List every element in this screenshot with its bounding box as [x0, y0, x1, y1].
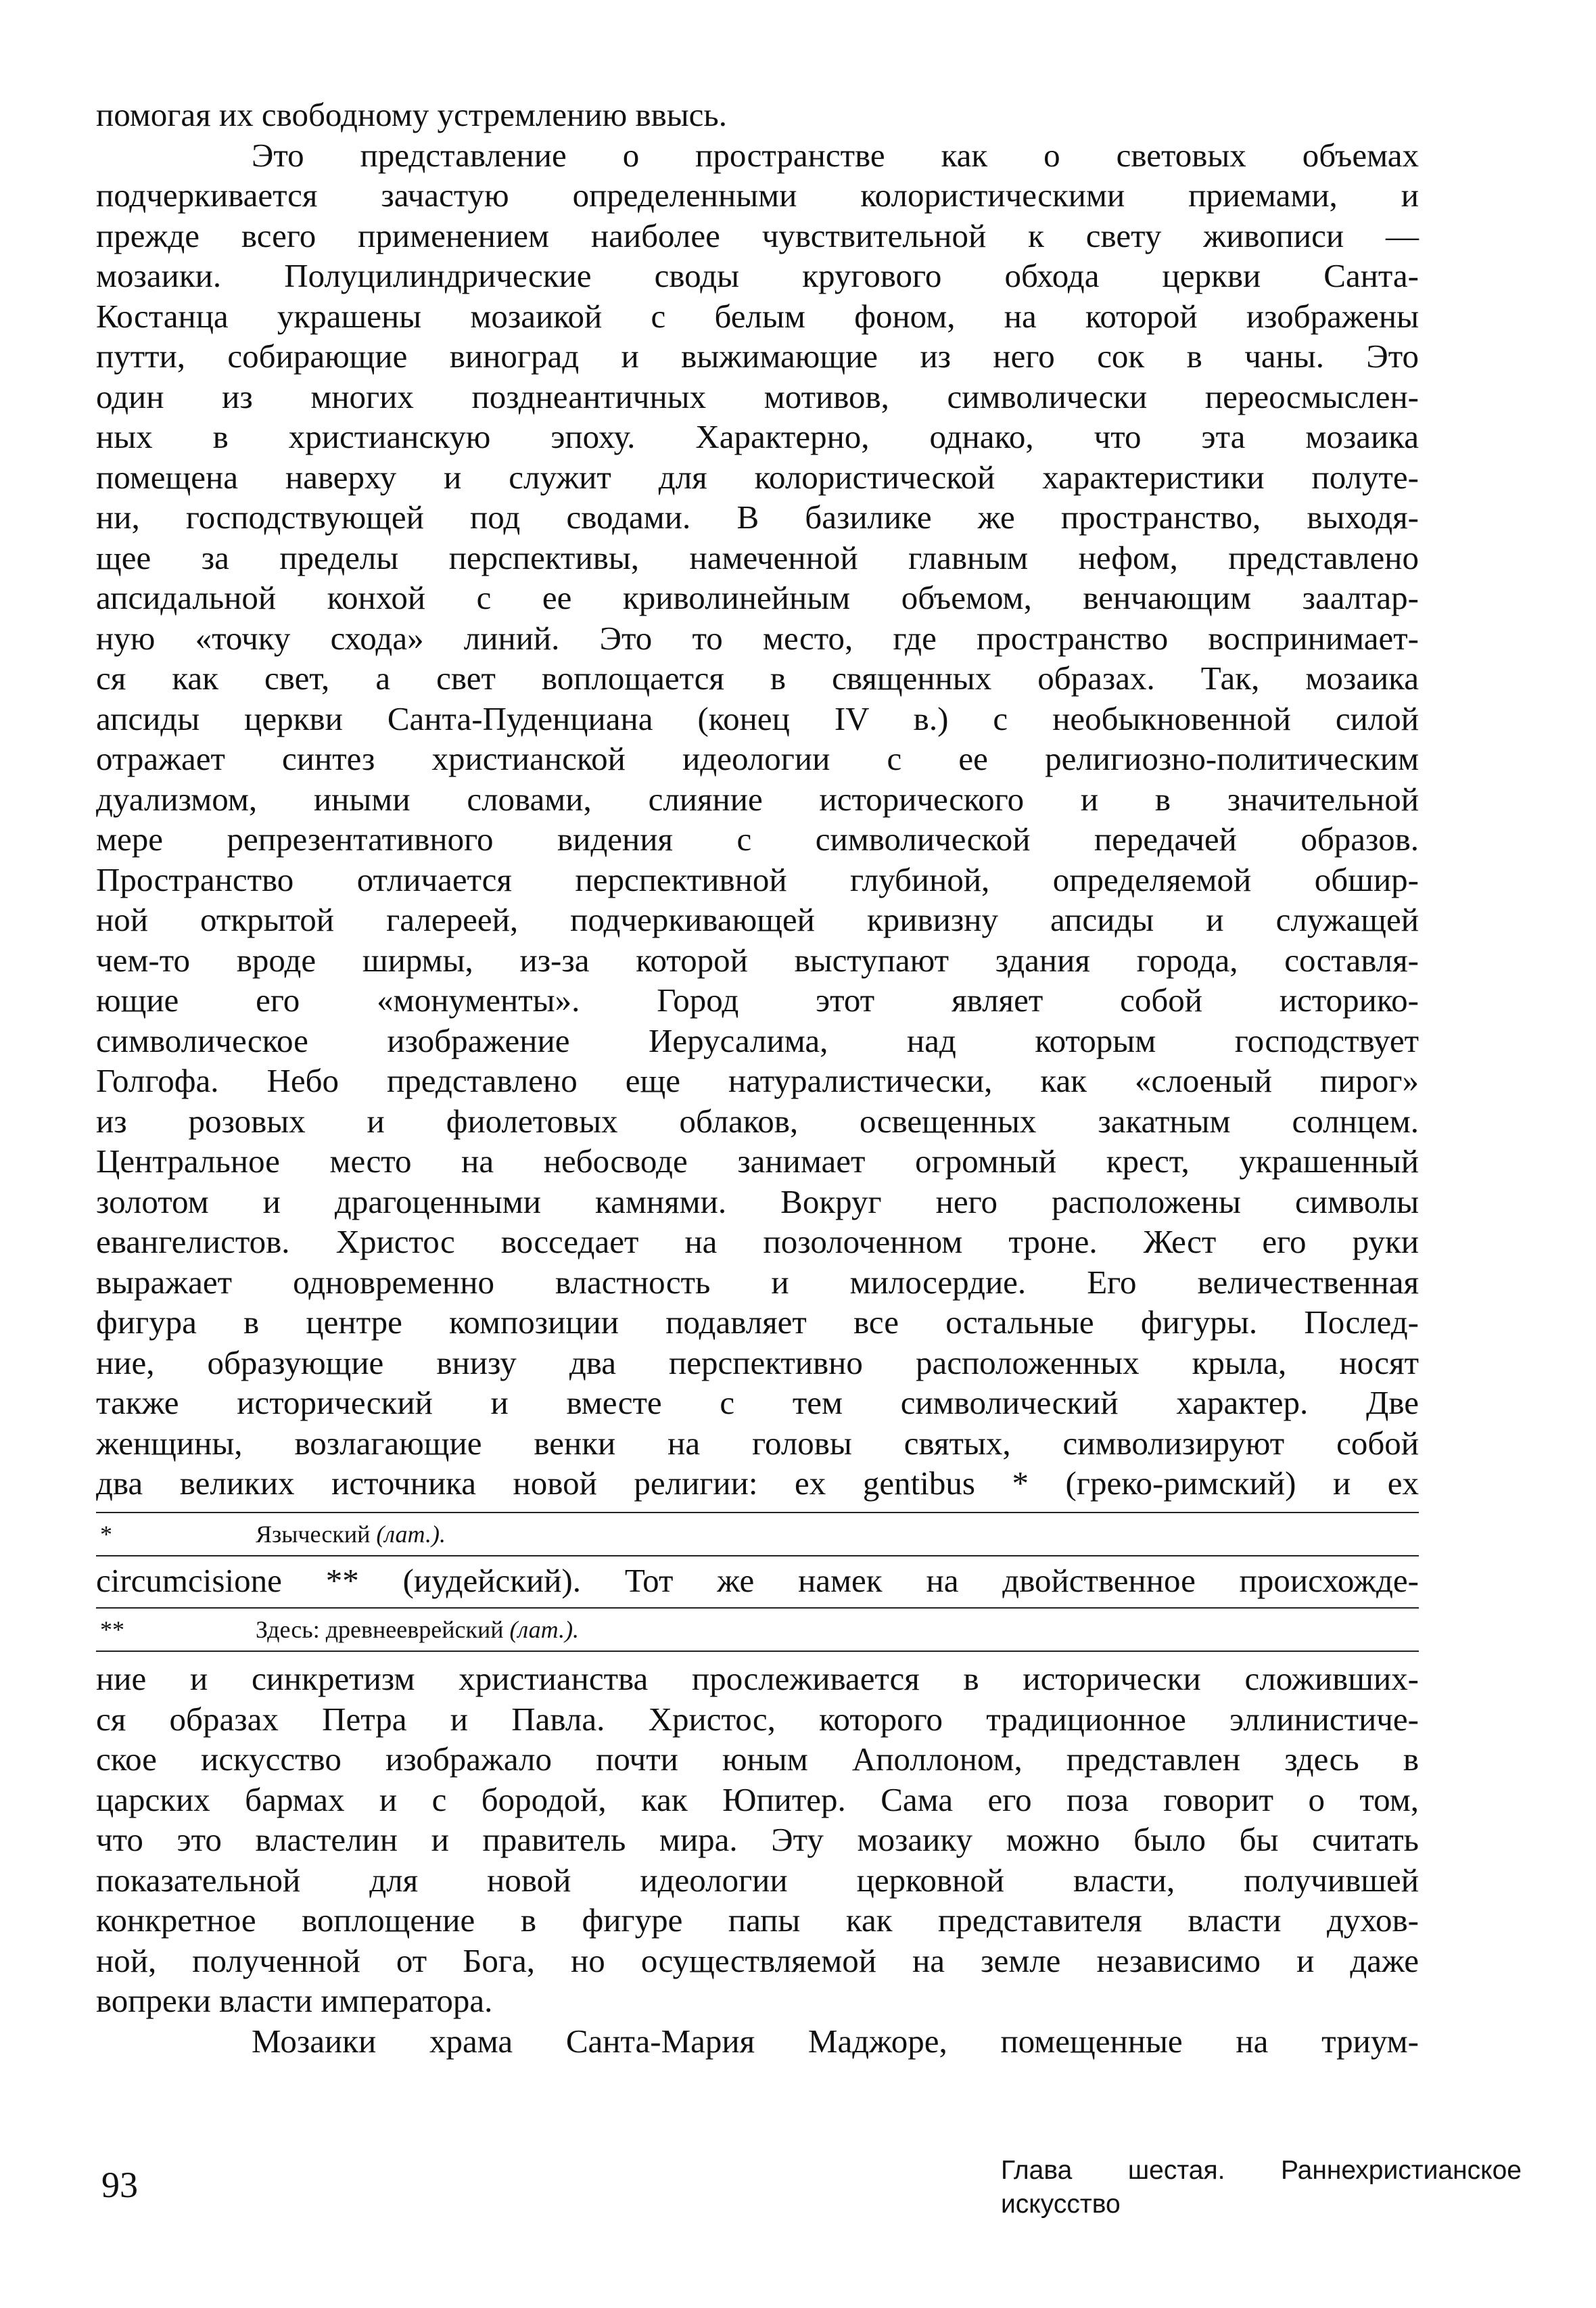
running-head — [1001, 2154, 1522, 2221]
text-line: ское искусство изображало почти юным Аполлоном, представлен здесь в — [96, 1740, 1419, 1778]
text-line: также исторический и вместе с тем символический характер. Две — [96, 1384, 1419, 1421]
text-line: мере репрезентативного видения с символической передачей образов. — [96, 821, 1419, 858]
footnote-language: (лат.). — [376, 1520, 446, 1548]
text-line: ние и синкретизм христианства прослеживается в исторически сложивших- — [96, 1660, 1419, 1697]
footnote-language: (лат.). — [509, 1616, 580, 1643]
text-line: ся образах Петра и Павла. Христос, которого традиционное эллинистиче- — [96, 1700, 1419, 1738]
text-line: Голгофа. Небо представлено еще натуралистически, как «слоеный пирог» — [96, 1062, 1419, 1099]
footnote-translation: Языческий — [256, 1520, 377, 1548]
text-block-2 — [96, 1659, 1419, 2061]
text-line: один из многих позднеантичных мотивов, символически переосмыслен- — [96, 377, 1419, 415]
text-line: ной, полученной от Бога, но осуществляемой на земле независимо и даже — [96, 1941, 1419, 1979]
text-block-1 — [96, 95, 1419, 1504]
text-line: царских бармах и с бородой, как Юпитер. Сама его поза говорит о том, — [96, 1780, 1419, 1818]
text-line: ных в христианскую эпоху. Характерно, однако, что эта мозаика — [96, 418, 1419, 455]
text-line: золотом и драгоценными камнями. Вокруг него расположены символы — [96, 1182, 1419, 1220]
text-line: дуализмом, иными словами, слияние исторического и в значительной — [96, 780, 1419, 818]
text-line: ную «точку схода» линий. Это то место, где пространство воспринимает- — [96, 619, 1419, 657]
footnote-rule-bottom — [96, 1555, 1419, 1556]
footnote-2 — [96, 1609, 1419, 1651]
text-line: что это властелин и правитель мира. Эту мозаику можно было бы считать — [96, 1821, 1419, 1858]
footnote-text — [256, 1609, 579, 1651]
text-line: женщины, возлагающие венки на головы святых, символизируют собой — [96, 1424, 1419, 1462]
text-line: подчеркивается зачастую определенными колористическими приемами, и — [96, 177, 1419, 214]
text-line: фигура в центре композиции подавляет все остальные фигуры. Послед- — [96, 1303, 1419, 1341]
page-number: 93 — [101, 2165, 138, 2205]
text-line: прежде всего применением наиболее чувствительной к свету живописи — — [96, 216, 1419, 254]
text-line: выражает одновременно властность и милосердие. Его величественная — [96, 1263, 1419, 1301]
footnote-translation: Здесь: древнееврейский — [256, 1616, 510, 1643]
footnote-1 — [96, 1513, 1419, 1555]
text-line: вопреки власти императора. — [96, 1982, 493, 2019]
footnote-mark: * — [100, 1520, 112, 1548]
text-line: Центральное место на небосводе занимает огромный крест, украшенный — [96, 1143, 1419, 1180]
text-line: из розовых и фиолетовых облаков, освещенных закатным солнцем. — [96, 1102, 1419, 1140]
text-line-between-footnotes: circumcisione ** (иудейский). Тот же намек на двойственное происхожде- — [96, 1561, 1419, 1599]
text-line: мозаики. Полуцилиндрические своды кругового обхода церкви Санта- — [96, 257, 1419, 294]
text-line: показательной для новой идеологии церковной власти, получившей — [96, 1861, 1419, 1899]
text-line: Костанца украшены мозаикой с белым фоном, на которой изображены — [96, 297, 1419, 335]
text-line: два великих источника новой религии: ex gentibus * (греко-римский) и ex — [96, 1464, 1419, 1502]
text-line: Пространство отличается перспективной глубиной, определяемой обшир- — [96, 860, 1419, 898]
footnote-mark: ** — [100, 1616, 124, 1643]
paragraph-start-line: Это представление о пространстве как о световых объемах — [252, 136, 1419, 174]
text-line: чем-то вроде ширмы, из-за которой выступают здания города, составля- — [96, 941, 1419, 979]
text-line: щее за пределы перспективы, намеченной главным нефом, представлено — [96, 538, 1419, 576]
text-line: ся как свет, а свет воплощается в священных образах. Так, мозаика — [96, 660, 1419, 697]
running-head-chapter-cont: искусство — [1001, 2190, 1121, 2219]
page-body — [96, 95, 1419, 2061]
text-line: апсиды церкви Санта-Пуденциана (конец IV в.) с необыкновенной силой — [96, 699, 1419, 737]
footnote-text — [256, 1513, 446, 1555]
text-line: помещена наверху и служит для колористической характеристики полуте- — [96, 458, 1419, 496]
text-line: ни, господствующей под сводами. В базилике же пространство, выходя- — [96, 499, 1419, 536]
paragraph-start-line: Мозаики храма Санта-Мария Маджоре, помещенные на триум- — [252, 2022, 1419, 2060]
text-line: путти, собирающие виноград и выжимающие из него сок в чаны. Это — [96, 338, 1419, 375]
running-head-chapter: Глава шестая. Раннехристианское — [1001, 2156, 1522, 2185]
text-line: отражает синтез христианской идеологии с ее религиозно-политическим — [96, 740, 1419, 777]
text-line: ние, образующие внизу два перспективно расположенных крыла, носят — [96, 1343, 1419, 1381]
text-line: апсидальной конхой с ее криволинейным объемом, венчающим заалтар- — [96, 579, 1419, 616]
text-line: конкретное воплощение в фигуре папы как представителя власти духов- — [96, 1901, 1419, 1939]
text-line: евангелистов. Христос восседает на позолоченном троне. Жест его руки — [96, 1223, 1419, 1260]
text-line: помогая их свободному устремлению ввысь. — [96, 96, 728, 133]
text-line: ной открытой галереей, подчеркивающей кривизну апсиды и служащей — [96, 901, 1419, 938]
text-line: символическое изображение Иерусалима, над которым господствует — [96, 1021, 1419, 1059]
text-line: ющие его «монументы». Город этот являет собой историко- — [96, 982, 1419, 1019]
